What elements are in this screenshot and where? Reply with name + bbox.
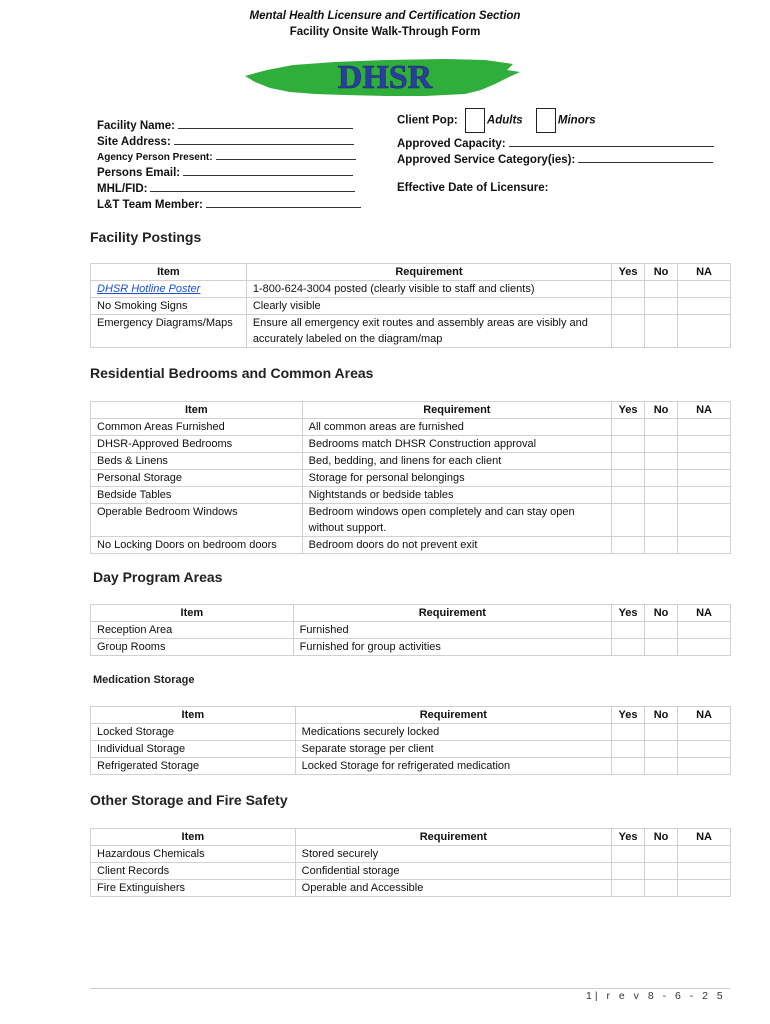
minors-label: Minors [557, 114, 596, 127]
postings-table [90, 263, 731, 348]
section-header: Mental Health Licensure and Certification Section [249, 10, 521, 22]
item-cell: Hazardous Chemicals [91, 846, 296, 863]
no-cell[interactable] [645, 724, 678, 741]
col-yes: Yes [612, 829, 645, 846]
col-no: No [645, 707, 678, 724]
fire-safety-title: Other Storage and Fire Safety [90, 792, 288, 808]
approved-capacity-field[interactable] [397, 135, 714, 150]
requirement-cell: Furnished [293, 622, 611, 639]
yes-cell[interactable] [612, 453, 645, 470]
form-title: Facility Onsite Walk-Through Form [289, 26, 481, 38]
requirement-cell: Bed, bedding, and linens for each client [302, 453, 611, 470]
no-cell[interactable] [645, 758, 678, 775]
no-cell[interactable] [645, 470, 678, 487]
col-yes: Yes [612, 605, 645, 622]
mhl-fid-field[interactable] [97, 180, 355, 195]
na-cell[interactable] [678, 880, 731, 897]
postings-title: Facility Postings [90, 229, 202, 245]
no-cell[interactable] [645, 453, 678, 470]
table-row [91, 724, 731, 741]
footer-divider [90, 988, 730, 989]
requirement-cell: All common areas are furnished [302, 419, 611, 436]
medication-table [90, 706, 731, 775]
item-cell: Emergency Diagrams/Maps [91, 315, 247, 348]
lt-member-label: L&T Team Member: [97, 199, 203, 211]
table-row [91, 419, 731, 436]
col-na: NA [678, 402, 731, 419]
col-requirement: Requirement [293, 605, 611, 622]
col-item: Item [91, 707, 296, 724]
col-item: Item [91, 605, 294, 622]
requirement-cell: Locked Storage for refrigerated medication [295, 758, 611, 775]
na-cell[interactable] [678, 436, 731, 453]
na-cell[interactable] [678, 453, 731, 470]
yes-cell[interactable] [612, 758, 645, 775]
col-yes: Yes [612, 264, 645, 281]
client-pop-field [397, 108, 596, 134]
requirement-cell: Medications securely locked [295, 724, 611, 741]
table-row [91, 537, 731, 554]
na-cell[interactable] [678, 487, 731, 504]
yes-cell[interactable] [612, 741, 645, 758]
day-program-title: Day Program Areas [93, 569, 223, 585]
table-row [91, 758, 731, 775]
logo-text: DHSR [337, 59, 433, 96]
na-cell[interactable] [678, 298, 731, 315]
no-cell[interactable] [645, 281, 678, 298]
item-cell: Reception Area [91, 622, 294, 639]
item-cell: Locked Storage [91, 724, 296, 741]
requirement-cell: Ensure all emergency exit routes and assembly areas are visibly and accurately labeled on the diagram/map [246, 315, 611, 348]
col-no: No [645, 264, 678, 281]
requirement-cell: Stored securely [295, 846, 611, 863]
no-cell[interactable] [645, 298, 678, 315]
na-cell[interactable] [678, 639, 731, 656]
na-cell[interactable] [678, 758, 731, 775]
na-cell[interactable] [678, 315, 731, 348]
no-cell[interactable] [645, 863, 678, 880]
no-cell[interactable] [645, 622, 678, 639]
yes-cell[interactable] [612, 863, 645, 880]
persons-email-label: Persons Email: [97, 167, 181, 179]
bedrooms-title: Residential Bedrooms and Common Areas [90, 365, 374, 381]
page-footer [586, 990, 726, 1002]
hotline-poster-link[interactable]: DHSR Hotline Poster [97, 283, 201, 295]
col-na: NA [678, 829, 731, 846]
col-yes: Yes [612, 402, 645, 419]
persons-email-field[interactable] [97, 164, 353, 179]
na-cell[interactable] [678, 537, 731, 554]
bedrooms-table [90, 401, 731, 554]
na-cell[interactable] [678, 281, 731, 298]
requirement-cell: Bedroom doors do not prevent exit [302, 537, 611, 554]
yes-cell[interactable] [612, 724, 645, 741]
col-requirement: Requirement [302, 402, 611, 419]
mhl-fid-label: MHL/FID: [97, 183, 148, 195]
item-cell: No Locking Doors on bedroom doors [91, 537, 303, 554]
day-program-table [90, 604, 731, 656]
requirement-cell: Bedroom windows open completely and can stay open without support. [302, 504, 611, 537]
na-cell[interactable] [678, 724, 731, 741]
medication-title: Medication Storage [93, 674, 195, 686]
yes-cell[interactable] [612, 315, 645, 348]
dhsr-logo [245, 56, 525, 100]
no-cell[interactable] [645, 741, 678, 758]
table-row [91, 470, 731, 487]
col-item: Item [91, 264, 247, 281]
item-cell: Operable Bedroom Windows [91, 504, 303, 537]
table-row [91, 846, 731, 863]
col-requirement: Requirement [246, 264, 611, 281]
item-cell: Personal Storage [91, 470, 303, 487]
approved-capacity-label: Approved Capacity: [397, 138, 506, 150]
col-no: No [645, 402, 678, 419]
no-cell[interactable] [645, 537, 678, 554]
requirement-cell: 1-800-624-3004 posted (clearly visible to staff and clients) [246, 281, 611, 298]
yes-cell[interactable] [612, 281, 645, 298]
na-cell[interactable] [678, 470, 731, 487]
requirement-cell: Operable and Accessible [295, 880, 611, 897]
item-cell: Bedside Tables [91, 487, 303, 504]
fire-safety-table [90, 828, 731, 897]
effective-date-field[interactable] [397, 182, 548, 194]
table-row [91, 639, 731, 656]
col-no: No [645, 605, 678, 622]
table-row [91, 863, 731, 880]
col-no: No [645, 829, 678, 846]
yes-cell[interactable] [612, 622, 645, 639]
requirement-cell: Confidential storage [295, 863, 611, 880]
no-cell[interactable] [645, 880, 678, 897]
requirement-cell: Clearly visible [246, 298, 611, 315]
requirement-cell: Bedrooms match DHSR Construction approval [302, 436, 611, 453]
na-cell[interactable] [678, 741, 731, 758]
table-row [91, 741, 731, 758]
yes-cell[interactable] [612, 487, 645, 504]
na-cell[interactable] [678, 504, 731, 537]
item-cell: Client Records [91, 863, 296, 880]
table-row [91, 315, 731, 348]
na-cell[interactable] [678, 419, 731, 436]
no-cell[interactable] [645, 639, 678, 656]
item-cell: Refrigerated Storage [91, 758, 296, 775]
item-cell: Fire Extinguishers [91, 880, 296, 897]
yes-cell[interactable] [612, 537, 645, 554]
yes-cell[interactable] [612, 436, 645, 453]
col-item: Item [91, 402, 303, 419]
table-row [91, 453, 731, 470]
item-cell: Beds & Linens [91, 453, 303, 470]
table-row [91, 487, 731, 504]
no-cell[interactable] [645, 846, 678, 863]
agency-person-field[interactable] [97, 148, 356, 163]
no-cell[interactable] [645, 487, 678, 504]
na-cell[interactable] [678, 622, 731, 639]
requirement-cell: Separate storage per client [295, 741, 611, 758]
adults-label: Adults [486, 114, 523, 127]
effective-date-label: Effective Date of Licensure: [397, 182, 549, 194]
no-cell[interactable] [645, 504, 678, 537]
col-requirement: Requirement [295, 707, 611, 724]
facility-name-field[interactable] [97, 117, 353, 132]
item-cell: No Smoking Signs [91, 298, 247, 315]
site-address-field[interactable] [97, 133, 354, 148]
yes-cell[interactable] [612, 846, 645, 863]
col-item: Item [91, 829, 296, 846]
col-requirement: Requirement [295, 829, 611, 846]
na-cell[interactable] [678, 846, 731, 863]
revision-label: | r e v 8 - 6 - 2 5 [594, 990, 726, 1002]
facility-name-label: Facility Name: [97, 120, 175, 132]
yes-cell[interactable] [612, 419, 645, 436]
na-cell[interactable] [678, 863, 731, 880]
table-row [91, 504, 731, 537]
table-row [91, 622, 731, 639]
table-row [91, 880, 731, 897]
col-na: NA [678, 264, 731, 281]
yes-cell[interactable] [612, 880, 645, 897]
page-number: 1 [586, 990, 595, 1002]
col-na: NA [678, 605, 731, 622]
item-cell: Common Areas Furnished [91, 419, 303, 436]
item-cell: DHSR-Approved Bedrooms [91, 436, 303, 453]
item-cell: Group Rooms [91, 639, 294, 656]
adults-checkbox[interactable] [465, 108, 485, 133]
client-pop-label: Client Pop: [397, 114, 458, 127]
table-row [91, 298, 731, 315]
no-cell[interactable] [645, 419, 678, 436]
requirement-cell: Nightstands or bedside tables [302, 487, 611, 504]
minors-checkbox[interactable] [536, 108, 556, 133]
no-cell[interactable] [645, 315, 678, 348]
site-address-label: Site Address: [97, 136, 171, 148]
lt-member-field[interactable] [97, 196, 361, 211]
agency-person-label: Agency Person Present: [97, 152, 213, 163]
yes-cell[interactable] [612, 504, 645, 537]
yes-cell[interactable] [612, 470, 645, 487]
yes-cell[interactable] [612, 639, 645, 656]
table-row [91, 436, 731, 453]
requirement-cell: Furnished for group activities [293, 639, 611, 656]
item-cell: Individual Storage [91, 741, 296, 758]
requirement-cell: Storage for personal belongings [302, 470, 611, 487]
approved-service-field[interactable] [397, 151, 713, 166]
approved-service-label: Approved Service Category(ies): [397, 154, 576, 166]
no-cell[interactable] [645, 436, 678, 453]
table-row [91, 281, 731, 298]
col-yes: Yes [612, 707, 645, 724]
col-na: NA [678, 707, 731, 724]
yes-cell[interactable] [612, 298, 645, 315]
